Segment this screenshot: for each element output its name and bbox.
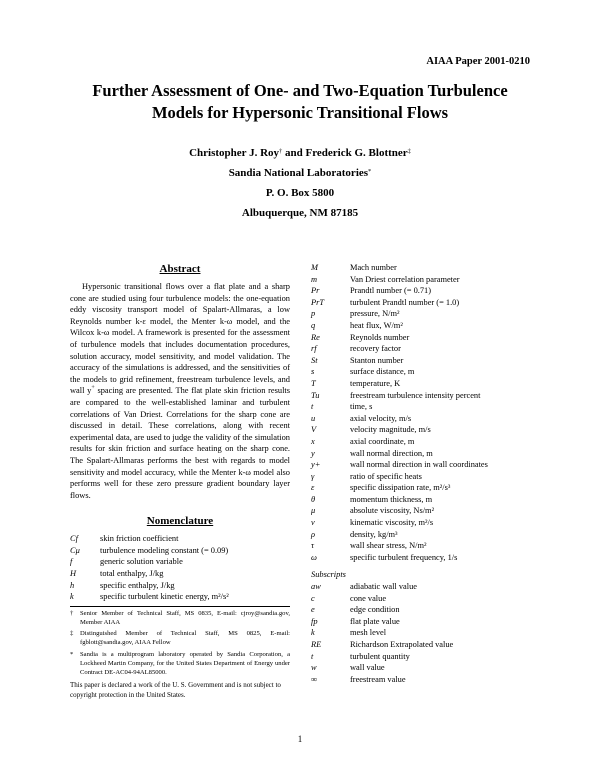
nomenclature-entry <box>311 343 541 355</box>
symbol: Cμ <box>70 545 80 555</box>
definition: generic solution variable <box>100 557 183 567</box>
government-notice: This paper is declared a work of the U. S. Government and is not subject to copyright protection in the United States. <box>70 681 281 700</box>
definition: mesh level <box>350 628 387 638</box>
definition: wall shear stress, N/m² <box>350 541 427 551</box>
definition: kinematic viscosity, m²/s <box>350 518 434 528</box>
symbol: x <box>311 436 315 446</box>
definition: flat plate value <box>350 616 400 626</box>
definition: specific enthalpy, J/kg <box>100 580 175 590</box>
nomenclature-entry <box>311 581 541 593</box>
symbol: ∞ <box>311 674 317 684</box>
symbol: aw <box>311 582 321 592</box>
nomenclature-entry <box>311 639 541 651</box>
definition: axial coordinate, m <box>350 436 415 446</box>
subscripts-list <box>311 581 541 685</box>
symbol: t <box>311 402 314 412</box>
definition: specific dissipation rate, m²/s³ <box>350 483 451 493</box>
definition: freestream turbulence intensity percent <box>350 390 481 400</box>
abstract-text: Hypersonic transitional flows over a flat plate and a sharp cone are studied using four turbulence models: the one-equation eddy viscosity transport model of Spalart-Allmaras, a low Reynolds number k-ε model, the Menter k-ω model, and the Wilcox k-ω model. A framework is presented for the assessment of turbulence models that includes documentation procedures, solution accuracy, model sensitivity, and model validation. The accuracy of the simulations is addressed, and the sensitivities of the models to grid refinement, freestream turbulence levels, and wall y+ spacing are presented. The flat plate skin friction results are compared to the well-established laminar and turbulent correlations of Van Driest. Correlations for the sharp cone are discussed in detail. These correlations, along with recent experimental data, are used to judge the validity of the simulation results for skin friction and surface heating on the sharp cone. The Spalart-Allmaras performs the best with regards to model sensitivity and model accuracy, while the Menter k-ω model also performs well for these zero pressure gradient boundary layer flows. <box>70 282 291 500</box>
nomenclature-entry <box>311 297 541 309</box>
definition: absolute viscosity, Ns/m² <box>350 506 435 516</box>
affiliation: Sandia National Laboratories* <box>228 167 372 179</box>
author-footnote-mark: ‡ <box>407 148 411 155</box>
symbol: u <box>311 413 316 423</box>
nomenclature-entry <box>311 482 541 494</box>
symbol: Cf <box>70 534 78 544</box>
definition: time, s <box>350 402 373 412</box>
nomenclature-entry <box>311 593 541 605</box>
symbol: St <box>311 355 318 365</box>
definition: wall normal direction, m <box>350 448 433 458</box>
nomenclature-entry <box>311 459 541 471</box>
symbol: ν <box>311 518 315 528</box>
symbol: h <box>70 580 75 590</box>
definition: Richardson Extrapolated value <box>350 640 454 649</box>
footnote-text: Senior Member of Technical Staff, MS 0835, E-mail: cjroy@sandia.gov, Member AIAA <box>80 609 290 627</box>
nomenclature-entry <box>311 627 541 639</box>
nomenclature-entry <box>311 401 541 413</box>
symbol: m <box>311 274 318 284</box>
footnote-mark: * <box>70 650 74 658</box>
footnote <box>70 650 290 678</box>
subscripts-heading: Subscripts <box>311 570 346 580</box>
symbol: p <box>311 309 316 319</box>
symbol: k <box>311 628 315 638</box>
nomenclature-entry <box>311 355 541 367</box>
nomenclature-entry <box>311 262 541 274</box>
symbol: μ <box>311 506 316 516</box>
definition: surface distance, m <box>350 367 415 377</box>
definition: heat flux, W/m² <box>350 320 403 330</box>
symbol: ω <box>311 552 317 562</box>
symbol: f <box>70 557 73 567</box>
nomenclature-entry <box>311 436 541 448</box>
nomenclature-list-left <box>70 533 290 603</box>
definition: recovery factor <box>350 344 401 354</box>
symbol: Re <box>311 332 320 342</box>
definition: Stanton number <box>350 355 404 365</box>
symbol: Tu <box>311 390 320 400</box>
left-column <box>70 262 290 700</box>
page-number: 1 <box>297 734 303 744</box>
definition: wall value <box>350 663 385 673</box>
symbol: fp <box>311 616 318 626</box>
nomenclature-entry <box>311 662 541 674</box>
title-line-2: Models for Hypersonic Transitional Flows <box>151 103 449 122</box>
nomenclature-entry <box>70 545 290 557</box>
definition: specific turbulent frequency, 1/s <box>350 552 458 562</box>
definition: edge condition <box>350 605 400 615</box>
symbol: c <box>311 593 315 603</box>
symbol: q <box>311 320 316 330</box>
footnote <box>70 609 290 627</box>
symbol: rf <box>311 344 317 354</box>
nomenclature-entry <box>311 552 541 564</box>
definition: Van Driest correlation parameter <box>350 274 460 284</box>
definition: skin friction coefficient <box>100 534 179 544</box>
nomenclature-entry <box>311 604 541 616</box>
definition: axial velocity, m/s <box>350 413 412 423</box>
nomenclature-entry <box>311 320 541 332</box>
definition: freestream value <box>350 674 406 684</box>
definition: turbulent quantity <box>350 651 410 661</box>
nomenclature-entry <box>70 591 290 603</box>
nomenclature-entry <box>70 533 290 545</box>
title-line-1: Further Assessment of One- and Two-Equation Turbulence <box>92 81 508 100</box>
nomenclature-entry <box>311 413 541 425</box>
nomenclature-heading: Nomenclature <box>146 515 214 528</box>
footnote-mark: ‡ <box>70 630 74 638</box>
footnote-text: Sandia is a multiprogram laboratory operated by Sandia Corporation, a Lockheed Martin Company, for the United States Department of Energy under Contract DE-AC04-94AL85000. <box>80 650 290 677</box>
definition: total enthalpy, J/kg <box>100 569 164 579</box>
paper-id: AIAA Paper 2001-0210 <box>426 56 530 67</box>
nomenclature-entry <box>311 424 541 436</box>
symbol: τ <box>311 541 314 551</box>
symbol: t <box>311 651 314 661</box>
definition: turbulent Prandtl number (= 1.0) <box>350 297 460 307</box>
nomenclature-entry <box>70 580 290 592</box>
nomenclature-entry <box>311 674 541 686</box>
definition: turbulence modeling constant (= 0.09) <box>100 545 229 555</box>
nomenclature-entry <box>311 308 541 320</box>
symbol: y <box>311 448 315 458</box>
definition: specific turbulent kinetic energy, m²/s² <box>100 592 229 602</box>
nomenclature-entry <box>311 332 541 344</box>
symbol: θ <box>311 494 316 504</box>
footnote <box>70 629 290 647</box>
definition: pressure, N/m² <box>350 309 400 319</box>
nomenclature-entry <box>311 366 541 378</box>
nomenclature-entry <box>70 568 290 580</box>
symbol: w <box>311 663 317 673</box>
definition: adiabatic wall value <box>350 582 417 592</box>
symbol: Pr <box>311 286 320 296</box>
paper-title <box>0 80 600 124</box>
symbol: T <box>311 378 316 388</box>
abstract-heading: Abstract <box>159 263 201 275</box>
nomenclature-entry <box>311 390 541 402</box>
nomenclature-entry <box>311 471 541 483</box>
nomenclature-list-right <box>311 262 541 563</box>
symbol: RE <box>311 640 322 649</box>
nomenclature-entry <box>311 517 541 529</box>
nomenclature-entry <box>311 494 541 506</box>
nomenclature-entry <box>311 285 541 297</box>
symbol: γ <box>311 471 315 481</box>
definition: velocity magnitude, m/s <box>350 425 431 435</box>
symbol: e <box>311 605 315 615</box>
footnotes <box>70 606 290 677</box>
nomenclature-entry <box>311 448 541 460</box>
definition: density, kg/m³ <box>350 529 398 539</box>
nomenclature-entry <box>311 616 541 628</box>
symbol: H <box>70 569 77 579</box>
nomenclature-entry <box>311 529 541 541</box>
affiliation-footnote-mark: * <box>368 168 372 175</box>
definition: wall normal direction in wall coordinates <box>350 460 488 470</box>
symbol: PrT <box>311 297 325 307</box>
right-column <box>311 262 541 685</box>
definition: Prandtl number (= 0.71) <box>350 286 432 296</box>
nomenclature-entry <box>311 540 541 552</box>
symbol: y+ <box>311 460 321 470</box>
nomenclature-entry <box>311 378 541 390</box>
city: Albuquerque, NM 87185 <box>241 207 359 219</box>
nomenclature-entry <box>70 556 290 568</box>
symbol: ρ <box>311 529 316 539</box>
definition: Mach number <box>350 263 397 272</box>
footnote-text: Distinguished Member of Technical Staff, MS 0825, E-mail: fgblott@sandia.gov, AIAA Fellow <box>80 630 290 647</box>
symbol: V <box>311 425 317 435</box>
footnote-mark: † <box>70 609 74 617</box>
definition: temperature, K <box>350 378 401 388</box>
definition: Reynolds number <box>350 332 410 342</box>
definition: cone value <box>350 593 387 603</box>
symbol: M <box>311 263 318 272</box>
address: P. O. Box 5800 <box>265 187 335 199</box>
nomenclature-entry <box>311 651 541 663</box>
symbol: k <box>70 592 74 602</box>
symbol: s <box>311 367 315 377</box>
author-block <box>0 143 600 223</box>
nomenclature-entry <box>311 505 541 517</box>
symbol: ε <box>311 483 315 493</box>
author-names: Christopher J. Roy† and Frederick G. Blottner‡ <box>189 147 411 159</box>
nomenclature-entry <box>311 274 541 286</box>
author-footnote-mark: † <box>279 148 283 155</box>
definition: momentum thickness, m <box>350 494 433 504</box>
definition: ratio of specific heats <box>350 471 422 481</box>
